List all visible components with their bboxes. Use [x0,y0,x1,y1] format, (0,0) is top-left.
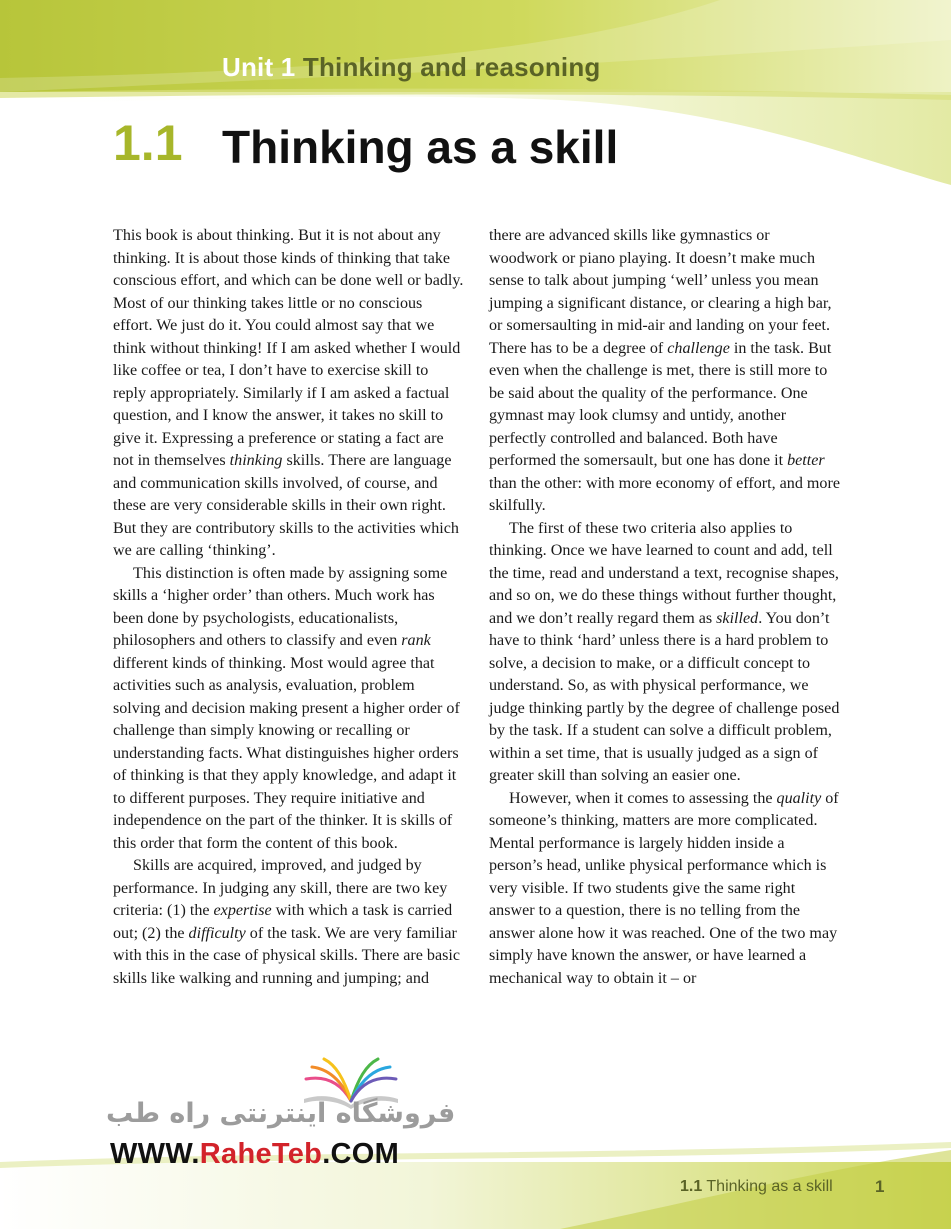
text-run: than the other: with more economy of effort, and more skilfully. [489,474,840,514]
text-run: The first of these two criteria also applies to thinking. Once we have learned to count and add, tell the time, read and understand a text, recognise shapes, and so on, we do these things without further thought, and we don’t really regard them as [489,519,839,627]
emphasized-text: better [787,452,825,469]
body-paragraph [113,855,465,990]
body-paragraph [113,563,465,856]
watermark-url-brand: RaheTeb [199,1138,323,1170]
body-paragraph [489,788,841,991]
emphasized-text: quality [776,789,822,807]
emphasized-text: rank [401,632,431,649]
text-run: Skills are acquired, improved, and judged by performance. In judging any skill, there are two key criteria: (1) the [113,857,448,919]
watermark-url-suffix: .COM [322,1138,400,1170]
body-paragraph [489,225,841,518]
text-run: of someone’s thinking, matters are more complicated. Mental performance is largely hidden inside a person’s head, unlike physical performance which is very visible. If two students give the same right answer to a question, there is no telling from the answer alone how it was reached. One of the two may simply have known the answer, or have learned a mechanical way to obtain it – or [489,789,839,987]
watermark-persian-text: فروشگاه اینترنتی راه طب [106,1098,456,1129]
unit-heading [222,52,601,83]
left-text-column [113,225,465,990]
footer-section-number: 1.1 [680,1178,703,1195]
watermark-url [110,1138,399,1171]
body-paragraph [489,518,841,788]
page-number: 1 [875,1177,885,1196]
text-run: of the task. We are very familiar with this in the case of physical skills. There are basic skills like walking and running and jumping; and [113,924,460,987]
watermark-url-prefix: WWW. [110,1138,200,1170]
text-run: This distinction is often made by assigning some skills a ‘higher order’ than others. Much work has been done by psychologists, educationalists, philosophers and others to classify and even [113,564,448,649]
text-run: skills. There are language and communication skills involved, of course, and these are very considerable skills in their own right. But they are contributory skills to the activities which we are calling ‘thinking’. [113,452,459,559]
unit-number: Unit 1 [222,52,296,82]
section-title: Thinking as a skill [222,121,619,173]
emphasized-text: difficulty [188,924,246,942]
footer-section-title: Thinking as a skill [706,1178,833,1195]
right-text-column [489,225,841,990]
text-run: there are advanced skills like gymnastics or woodwork or piano playing. It doesn’t make much sense to talk about jumping ‘well’ unless you mean jumping a significant distance, or clearing a high bar, or somersaulting in mid-air and landing on your feet. There has to be a degree of [489,227,832,357]
text-run: However, when it comes to assessing the [509,789,777,807]
text-run: with which a task is carried out; (2) the [113,902,453,942]
emphasized-text: challenge [667,339,730,357]
unit-title: Thinking and reasoning [302,52,601,82]
section-number: 1.1 [113,115,183,171]
emphasized-text: skilled [716,609,759,627]
emphasized-text: expertise [213,902,272,919]
text-run: . You don’t have to think ‘hard’ unless there is a hard problem to solve, a decision to make, or a difficult concept to understand. So, as with physical performance, we judge thinking partly by the degree of challenge posed by the task. If a student can solve a difficult problem, within a set time, that is usually judged as a sign of greater skill than solving an easier one. [489,609,840,784]
text-run: different kinds of thinking. Most would agree that activities such as analysis, evaluation, problem solving and decision making present a higher order of challenge than simply knowing or recalling or understanding facts. What distinguishes higher orders of thinking is that they apply knowledge, and adapt it to different purposes. They require initiative and independence on the part of the thinker. It is skills of this order that form the content of this book. [113,654,460,852]
footer-section-label [680,1178,833,1196]
text-run: This book is about thinking. But it is not about any thinking. It is about those kinds of thinking that take conscious effort, and which can be done well or badly. Most of our thinking takes little or no conscious effort. We just do it. You could almost say that we think without thinking! If I am asked whether I would like coffee or tea, I don’t have to exercise skill to reply appropriately. Similarly if I am asked a factual question, and I know the answer, it takes no skill to give it. Expressing a preference or stating a fact are not in themselves [113,227,464,469]
text-run: in the task. But even when the challenge is met, there is still more to be said about the quality of the performance. One gymnast may look clumsy and untidy, another perfectly controlled and balanced. Both have performed the somersault, but one has done it [489,339,832,469]
emphasized-text: thinking [229,452,283,469]
body-paragraph [113,225,465,563]
